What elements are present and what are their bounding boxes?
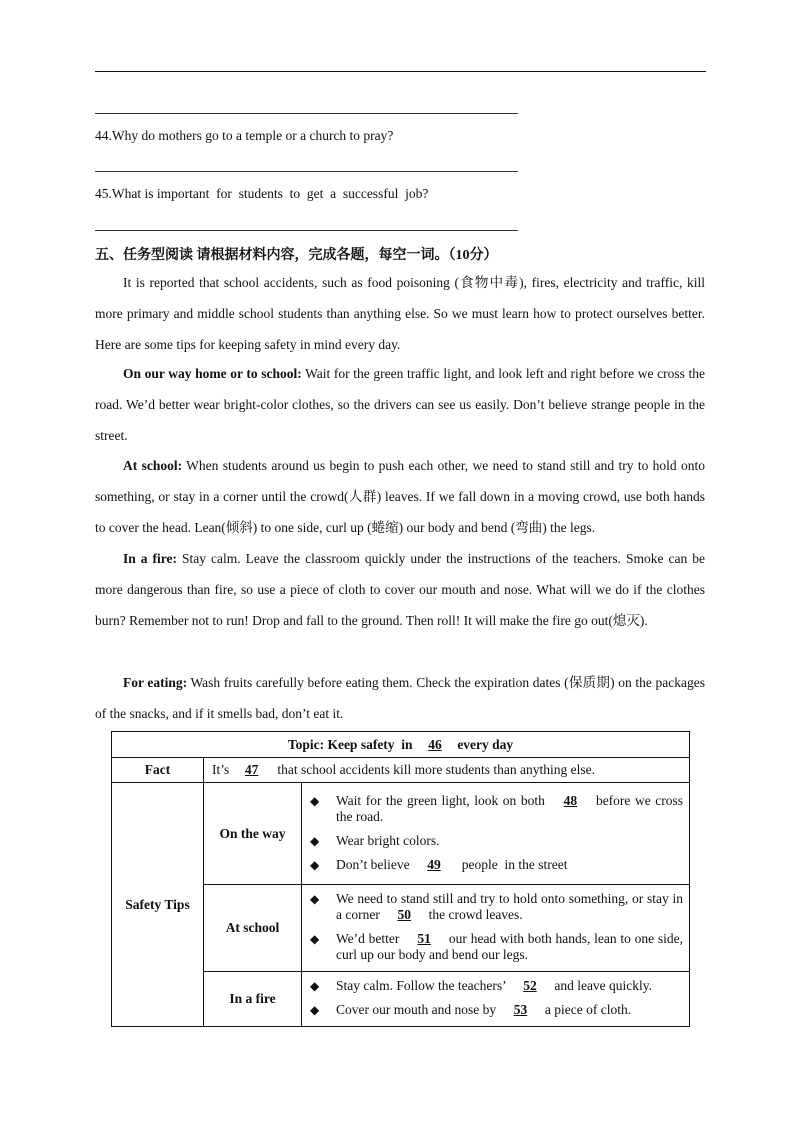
school-label: At school bbox=[204, 885, 302, 972]
safety-tips-label: Safety Tips bbox=[112, 783, 204, 1027]
diamond-bullet-icon: ◆ bbox=[310, 932, 320, 946]
diamond-bullet-icon: ◆ bbox=[310, 892, 320, 906]
way-row bbox=[112, 783, 690, 885]
blank-52[interactable]: 52 bbox=[523, 978, 537, 993]
school-cell bbox=[302, 885, 690, 972]
fact-cell bbox=[204, 758, 690, 783]
eating-text: Wash fruits carefully before eating them. Check the expiration dates (保质期) on the packages of the snacks, and if it smells bad, don’t eat it. bbox=[95, 675, 705, 721]
blank-53[interactable]: 53 bbox=[513, 1002, 528, 1017]
answer-line-43[interactable] bbox=[95, 113, 518, 114]
school-item: ◆ We need to stand still and try to hold onto something, or stay in a corner 50 the crowd leaves. bbox=[310, 891, 683, 922]
fire-cell bbox=[302, 972, 690, 1027]
task-table bbox=[111, 731, 690, 1027]
diamond-bullet-icon: ◆ bbox=[310, 857, 320, 872]
eating-lead: For eating: bbox=[123, 675, 188, 690]
topic-pre: Topic: Keep safety in bbox=[287, 736, 416, 752]
way-text: Wait for the green traffic light, and look left and right before we cross the road. We’d better wear bright-color clothes, so the drivers can see us easily. Don’t believe strange people in the street. bbox=[95, 366, 705, 443]
intro-text: It is reported that school accidents, such as food poisoning (食物中毒), fires, electricity and traffic, kill more primary and middle school students than anything else. So we must learn how to protect ourselves better. Here are some tips for keeping safety in mind every day. bbox=[95, 275, 705, 352]
passage-eating bbox=[95, 667, 705, 729]
fact-pre: It’s bbox=[212, 762, 233, 777]
blank-47[interactable]: 47 bbox=[244, 762, 259, 777]
fire-label: In a fire bbox=[204, 972, 302, 1027]
section-title: 五、任务型阅读 请根据材料内容，完成各题，每空一词。（10分） bbox=[95, 248, 498, 263]
blank-49[interactable]: 49 bbox=[427, 856, 441, 872]
school-text: When students around us begin to push each other, we need to stand still and try to hold onto something, or stay in a corner until the crowd(人群) leaves. If we fall down in a moving crowd, use both hands to cover the head. Lean(倾斜) to one side, curl up (蜷缩) our body and bend (弯曲) the legs. bbox=[95, 458, 706, 535]
fire-lead: In a fire: bbox=[123, 551, 178, 566]
diamond-bullet-icon: ◆ bbox=[310, 793, 320, 808]
diamond-bullet-icon: ◆ bbox=[310, 833, 320, 848]
question-44: 44.Why do mothers go to a temple or a church to pray? bbox=[95, 128, 394, 143]
fire-text: Stay calm. Leave the classroom quickly under the instructions of the teachers. Smoke can be more dangerous than fire, so use a piece of cloth to cover our mouth and nose. What will we do if the clothes burn? Remember not to run! Drop and fall to the ground. Then roll! It will make the fire go out(熄灭). bbox=[95, 551, 705, 628]
way-label: On the way bbox=[204, 783, 302, 885]
blank-46[interactable]: 46 bbox=[428, 736, 442, 752]
blank-50[interactable]: 50 bbox=[397, 907, 411, 922]
way-item: ◆ Don’t believe 49 people in the street bbox=[310, 856, 568, 872]
topic-cell bbox=[112, 732, 690, 758]
fact-post: that school accidents kill more students than anything else. bbox=[270, 762, 595, 777]
way-lead: On our way home or to school: bbox=[123, 366, 302, 381]
way-item: ◆ Wait for the green light, look on both 48 before we cross the road. bbox=[310, 792, 683, 824]
way-cell bbox=[302, 783, 690, 885]
topic-post: every day bbox=[453, 736, 514, 752]
fire-item: ◆ Stay calm. Follow the teachers’ 52 and leave quickly. bbox=[310, 978, 653, 993]
blank-48[interactable]: 48 bbox=[563, 792, 578, 808]
way-item: ◆ Wear bright colors. bbox=[310, 832, 440, 848]
blank-51[interactable]: 51 bbox=[417, 931, 431, 946]
diamond-bullet-icon: ◆ bbox=[310, 1003, 320, 1017]
fire-item: ◆ Cover our mouth and nose by 53 a piece of cloth. bbox=[310, 1002, 632, 1017]
fact-label: Fact bbox=[112, 758, 204, 783]
school-lead: At school: bbox=[123, 458, 183, 473]
answer-line-44[interactable] bbox=[95, 171, 518, 172]
school-item: ◆ We’d better 51 our head with both hands, lean to one side, curl up our body and bend our legs. bbox=[310, 931, 683, 962]
fact-row bbox=[112, 758, 690, 783]
passage-fire bbox=[95, 543, 705, 636]
question-45: 45.What is important for students to get a successful job? bbox=[95, 186, 429, 201]
passage-way bbox=[95, 358, 705, 451]
topic-row bbox=[112, 732, 690, 758]
answer-line-45[interactable] bbox=[95, 230, 518, 231]
diamond-bullet-icon: ◆ bbox=[310, 979, 320, 993]
passage-school bbox=[95, 450, 705, 543]
top-rule bbox=[95, 71, 706, 72]
passage-intro bbox=[95, 267, 705, 360]
